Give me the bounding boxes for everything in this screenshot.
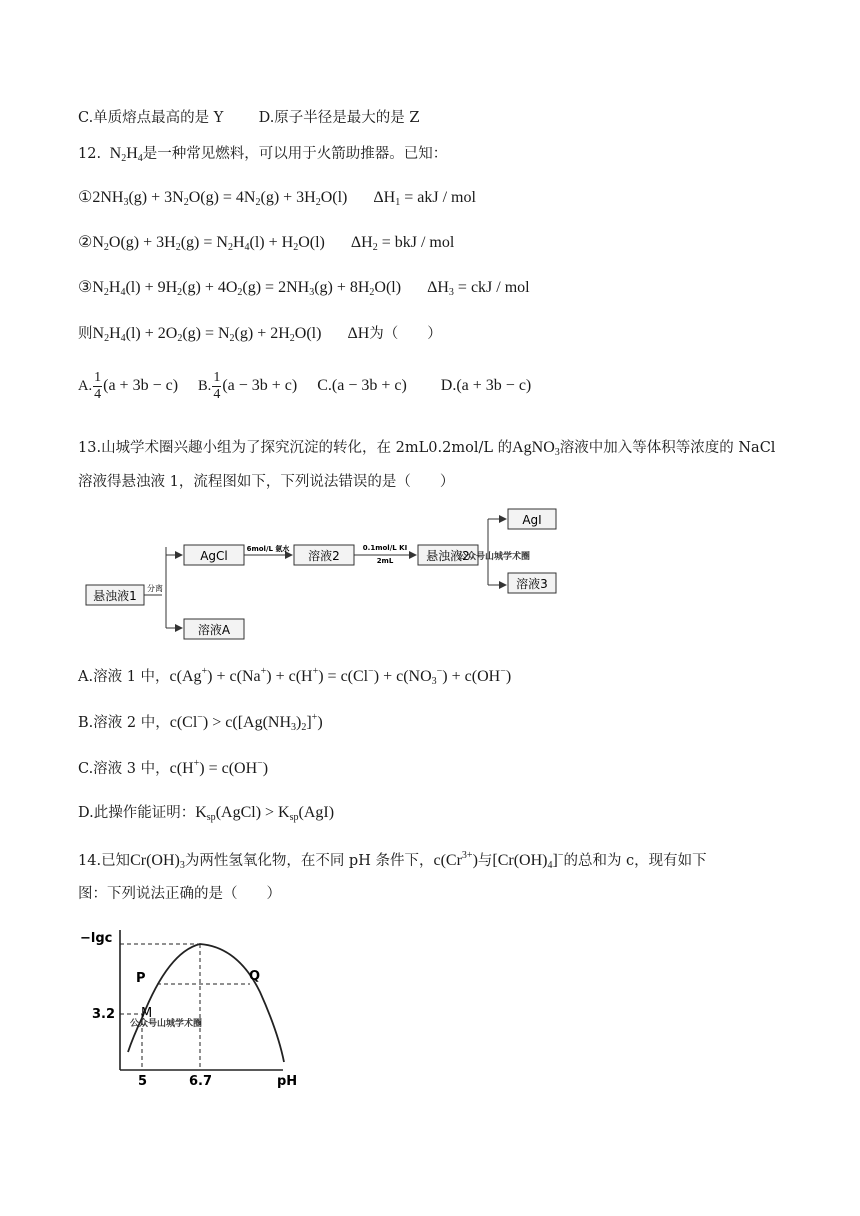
q12-option-a-body: (a + 3b − c) xyxy=(103,377,179,395)
q13-flow-diagram xyxy=(84,505,564,645)
q12-option-b-label: B. xyxy=(198,378,212,395)
graph-y-tick: 3.2 xyxy=(92,1007,116,1022)
q12-option-a-fraction: $\frac{1}{4}$ xyxy=(94,370,102,402)
graph-x-tick-2: 6.7 xyxy=(189,1074,213,1089)
flow-arrow2-label-bottom: 2mL xyxy=(376,557,394,565)
q14-number: 14. xyxy=(78,853,102,869)
graph-x-axis-label: pH xyxy=(277,1074,298,1089)
flow-sep-label: 分离 xyxy=(147,584,163,593)
flow-box-sol3-label: 溶液3 xyxy=(516,577,548,591)
graph-watermark: 公众号山城学术圈 xyxy=(130,1019,203,1029)
q12-option-b-fraction: $\frac{1}{4}$ xyxy=(213,370,221,402)
q13-option-d: D.此操作能证明：$K_{sp}(AgCl) > K_{sp}(AgI)$ xyxy=(78,804,335,823)
flow-watermark: 公众号山城学术圈 xyxy=(458,552,531,562)
q14-stem-line2: 图：下列说法正确的是（ ） xyxy=(78,886,281,902)
flow-arrow1-label: 6mol/L 氨水 xyxy=(246,545,290,553)
flow-box-start-label: 悬浊液1 xyxy=(93,589,137,603)
q12-formula: $N_2H_4$ xyxy=(105,145,143,164)
q13-option-a: A.溶液 1 中，$c(Ag^+) + c(Na^+) + c(H^+) = c(Cl^-) + c(NO_3^-) + c(OH^-)$ xyxy=(78,666,512,687)
q12-stem-text: 是一种常见燃料，可以用于火箭助推器。已知： xyxy=(142,146,448,162)
q13-option-b: B.溶液 2 中，$c(Cl^-) > c([Ag(NH_3)_2]^+)$ xyxy=(78,712,323,733)
flow-box-agcl-label: AgCl xyxy=(200,549,228,563)
q13-option-a-prefix: A.溶液 1 中， xyxy=(78,669,170,685)
q13-stem-line1: 13.山城学术圈兴趣小组为了探究沉淀的转化，在 2mL0.2mol/L 的AgNO$_3$溶液中加入等体积等浓度的 NaCl xyxy=(78,439,776,458)
graph-point-p: P xyxy=(136,971,146,986)
dh3-value: ckJ / mol xyxy=(470,279,530,296)
graph-x-tick-1: 5 xyxy=(138,1074,148,1089)
q13-option-b-prefix: B.溶液 2 中， xyxy=(78,715,170,731)
q12-option-d: D.(a + 3b − c) xyxy=(440,377,532,395)
q12-options xyxy=(78,370,531,403)
q12-number: 12. xyxy=(78,146,102,162)
q12-stem xyxy=(78,144,447,165)
q13-option-c: C.溶液 3 中，c(H+) = c(OH−) xyxy=(78,758,269,777)
q11-option-c: C.单质熔点最高的是 Y xyxy=(78,110,224,126)
q12-option-c: C.(a − 3b + c) xyxy=(317,377,407,395)
flow-arrow2-label-top: 0.1mol/L KI xyxy=(362,544,408,552)
eq3-label: ③ xyxy=(78,279,93,296)
flow-box-agi-label: AgI xyxy=(522,513,542,527)
q13-option-c-prefix: C.溶液 3 中， xyxy=(78,761,170,777)
flow-box-a-label: 溶液A xyxy=(197,623,231,637)
q13-stem-part2: 溶液中加入等体积等浓度的 NaCl xyxy=(559,440,776,456)
q12-equation-3: $③N_2H_4(l) + 9H_2(g) + 4O_2(g) = 2NH_3(g) + 8H_2O(l) \Delta H_3$ = ckJ / mol xyxy=(78,279,530,298)
flow-box-sol2-label: 溶液2 xyxy=(308,549,340,563)
eq4-suffix: 为（ ） xyxy=(369,326,442,342)
q13-option-d-prefix: D.此操作能证明： xyxy=(78,805,196,821)
q13-stem-part1: 山城学术圈兴趣小组为了探究沉淀的转化，在 2mL0.2mol/L 的 xyxy=(101,440,513,456)
q14-stem-line1: 14.已知$Cr(OH)_3$为两性氢氧化物，在不同 pH 条件下，$c(Cr^{3+})$与$[Cr(OH)_4]^-$的总和为 c，现有如下 xyxy=(78,850,707,871)
q14-stem-part3: 与 xyxy=(477,853,493,869)
q13-stem-line2: 溶液得悬浊液 1，流程图如下，下列说法错误的是（ ） xyxy=(78,474,455,490)
eq2-label: ② xyxy=(78,234,93,251)
graph-y-axis-label: −lgc xyxy=(80,931,113,946)
q14-stem-part2: 为两性氢氧化物，在不同 pH 条件下， xyxy=(184,853,434,869)
eq4-prefix: 则 xyxy=(78,326,93,342)
q12-option-b-body: (a − 3b + c) xyxy=(222,377,298,395)
graph-point-m: M xyxy=(141,1006,153,1021)
q12-equation-1: $①2NH_3(g) + 3N_2O(g) = 4N_2(g) + 3H_2O(l) \Delta H_1$ = akJ / mol xyxy=(78,189,476,208)
q14-graph xyxy=(78,922,318,1097)
q12-equation-2: $②N_2O(g) + 3H_2(g) = N_2H_4(l) + H_2O(l) \Delta H_2$ = bkJ / mol xyxy=(78,234,455,253)
q13-number: 13. xyxy=(78,440,102,456)
q12-option-a-label: A. xyxy=(78,378,93,395)
q11-options-row xyxy=(78,110,420,127)
q14-stem-part4: 的总和为 c，现有如下 xyxy=(563,853,707,869)
dh2-value: bkJ / mol xyxy=(394,234,455,251)
graph-point-q: Q xyxy=(249,969,261,984)
q14-stem-part1: 已知 xyxy=(101,853,131,869)
eq1-label: ① xyxy=(78,189,93,206)
q11-option-d: D.原子半径是最大的是 Z xyxy=(258,110,420,126)
dh1-value: akJ / mol xyxy=(417,189,476,206)
graph-curve xyxy=(128,944,284,1062)
flow-box-susp2-label: 悬浊液2 xyxy=(426,549,470,563)
q12-equation-4: 则$N_2H_4(l) + 2O_2(g) = N_2(g) + 2H_2O(l)$ ΔH为（ ） xyxy=(78,325,442,344)
